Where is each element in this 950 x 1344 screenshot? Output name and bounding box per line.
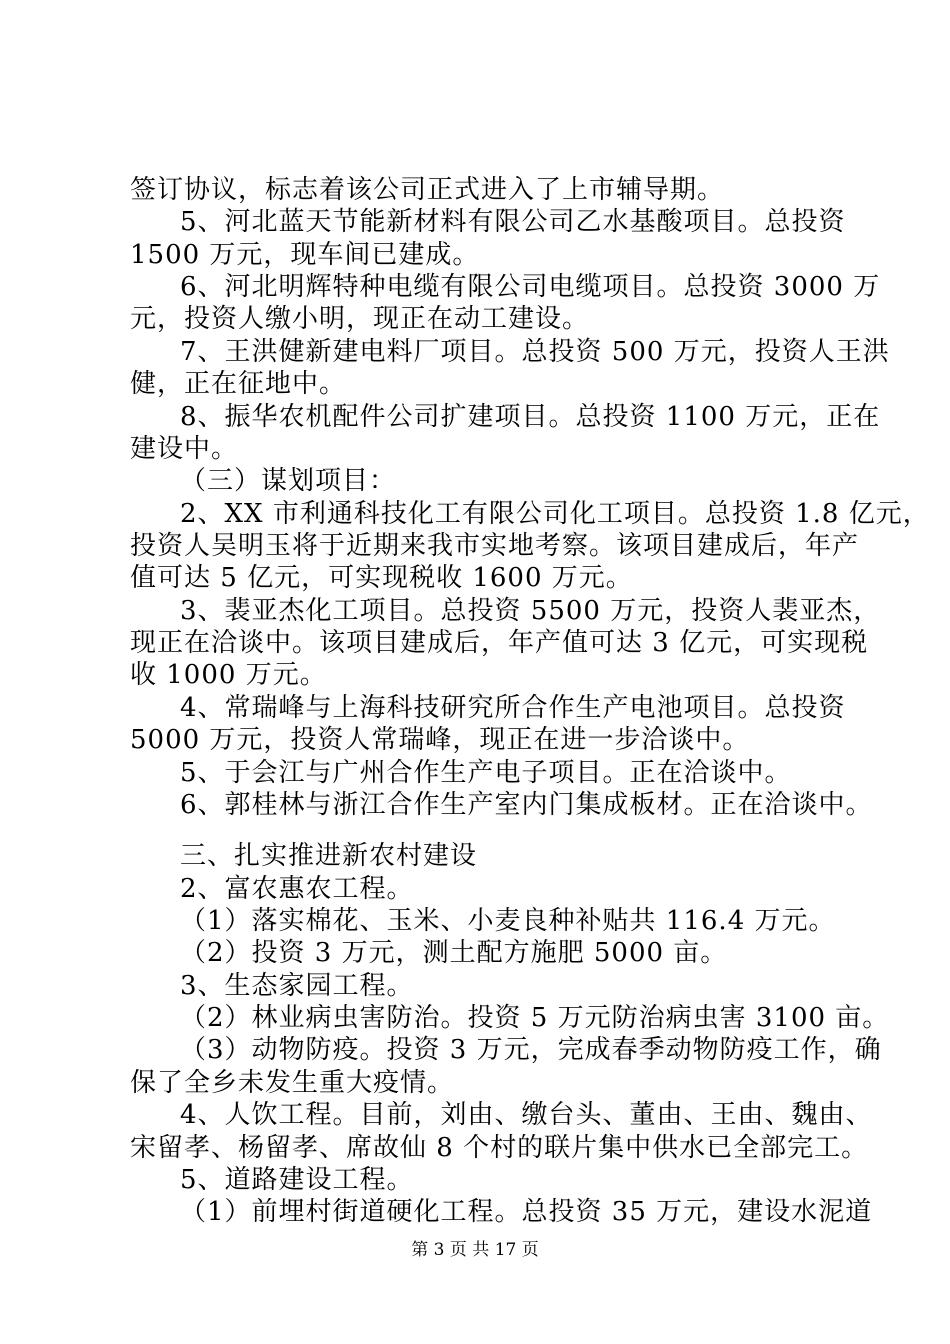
text-line: 2、富农惠农工程。 (180, 874, 414, 904)
page-footer: 第 3 页 共 17 页 (411, 1240, 539, 1260)
section-heading: 三、扎实推进新农村建设 (180, 841, 478, 871)
text-line: 保了全乡未发生重大疫情。 (130, 1068, 455, 1098)
text-line: 4、人饮工程。目前，刘由、缴台头、董由、王由、魏由、 (180, 1100, 873, 1130)
text-line: 5、河北蓝天节能新材料有限公司乙水基酸项目。总投资 (180, 207, 846, 237)
text-line: 6、郭桂林与浙江合作生产室内门集成板材。正在洽谈中。 (180, 790, 873, 820)
text-line: 8、振华农机配件公司扩建项目。总投资 1100 万元，正在 (180, 402, 881, 432)
text-line: 6、河北明辉特种电缆有限公司电缆项目。总投资 3000 万 (180, 272, 881, 302)
text-line: （3）动物防疫。投资 3 万元，完成春季动物防疫工作，确 (180, 1035, 882, 1065)
text-line: 2、XX 市利通科技化工有限公司化工项目。总投资 1.8 亿元， (180, 499, 930, 529)
text-line: 3、生态家园工程。 (180, 971, 414, 1001)
text-line: 5000 万元，投资人常瑞峰，现正在进一步洽谈中。 (130, 725, 750, 755)
text-line: 3、裴亚杰化工项目。总投资 5500 万元，投资人裴亚杰， (180, 596, 881, 626)
text-line: 5、于会江与广州合作生产电子项目。正在洽谈中。 (180, 758, 792, 788)
text-line: 宋留孝、杨留孝、席故仙 8 个村的联片集中供水已全部完工。 (130, 1133, 869, 1163)
text-line: 投资人吴明玉将于近期来我市实地考察。该项目建成后，年产 (130, 531, 860, 561)
text-line: 5、道路建设工程。 (180, 1165, 414, 1195)
text-line: （2）投资 3 万元，测土配方施肥 5000 亩。 (180, 938, 728, 968)
text-line: 现正在洽谈中。该项目建成后，年产值可达 3 亿元，可实现税 (130, 628, 869, 658)
text-line: 4、常瑞峰与上海科技研究所合作生产电池项目。总投资 (180, 693, 846, 723)
text-line: 值可达 5 亿元，可实现税收 1600 万元。 (130, 563, 633, 593)
section-heading: （三）谋划项目： (180, 466, 397, 496)
text-line: 7、王洪健新建电料厂项目。总投资 500 万元，投资人王洪 (180, 337, 890, 367)
text-line: 签订协议，标志着该公司正式进入了上市辅导期。 (130, 175, 725, 205)
text-line: （2）林业病虫害防治。投资 5 万元防治病虫害 3100 亩。 (180, 1003, 890, 1033)
text-line: 元，投资人缴小明，现正在动工建设。 (130, 304, 590, 334)
text-line: 收 1000 万元。 (130, 660, 327, 690)
text-line: 建设中。 (130, 434, 239, 464)
text-line: 健，正在征地中。 (130, 369, 347, 399)
text-line: 1500 万元，现车间已建成。 (130, 240, 480, 270)
text-line: （1）前埋村街道硬化工程。总投资 35 万元，建设水泥道 (180, 1197, 873, 1227)
text-line: （1）落实棉花、玉米、小麦良种补贴共 116.4 万元。 (180, 906, 836, 936)
